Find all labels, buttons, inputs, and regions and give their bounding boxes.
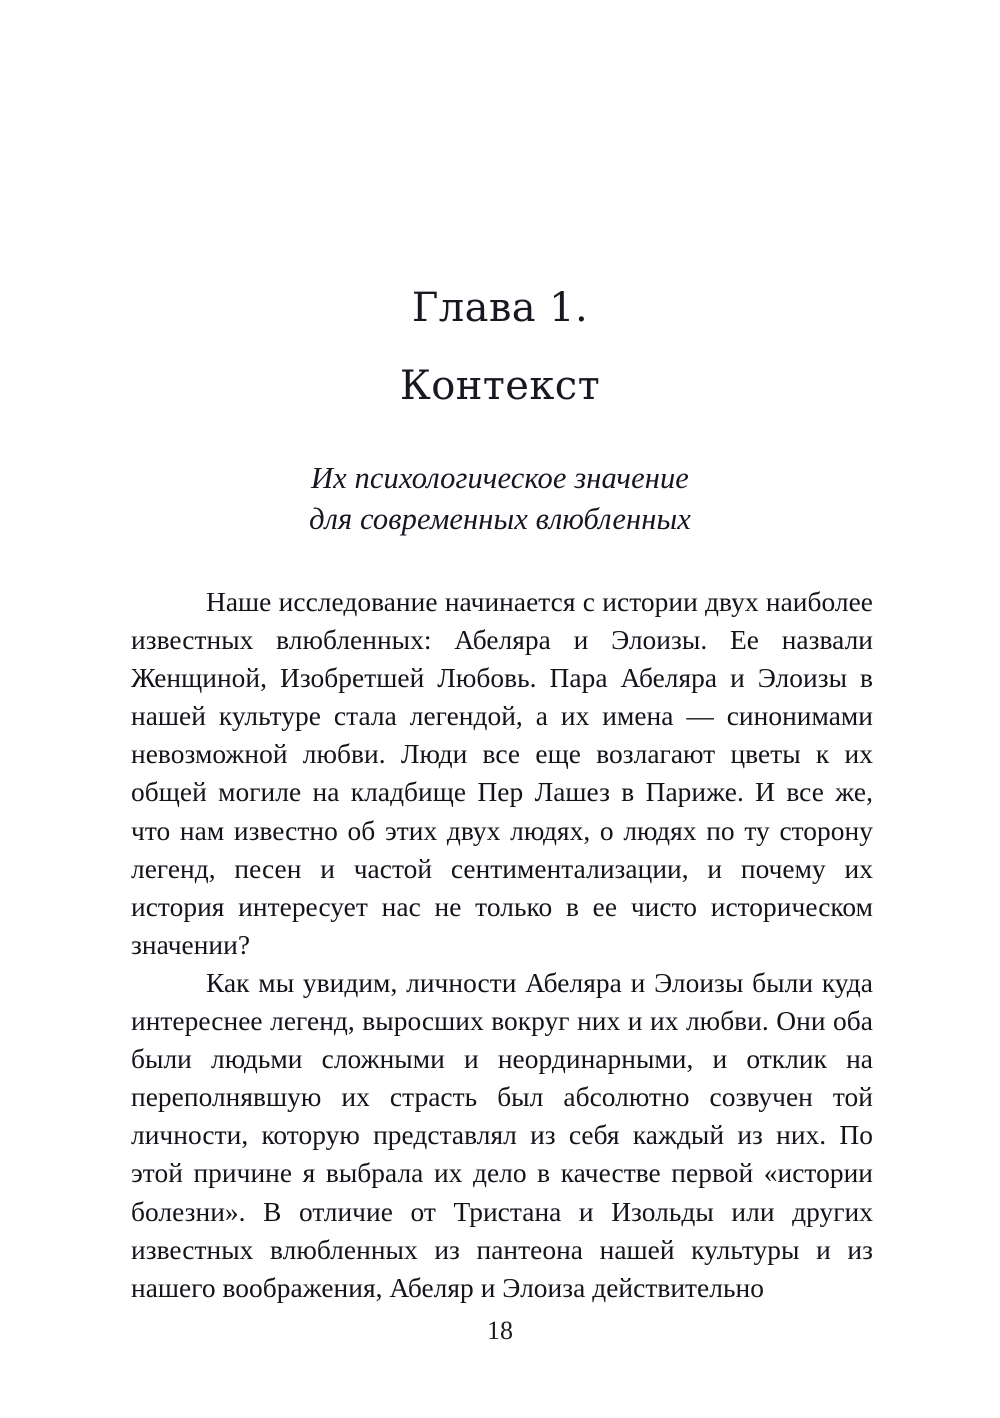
paragraph: Наше исследование начинается с истории двух наиболее известных влюбленных: Абеляра и Элоизы. Ее назвали Женщиной, Изобретшей Любовь. Пара Абеляра и Элоизы в нашей культуре стала легендой, а их имена — синонимами невозможной любви. Люди все еще возлагают цветы к их общей могиле на кладбище Пер Лашез в Париже. И все же, что нам известно об этих двух людях, о людях по ту сторону легенд, песен и частой сентиментализации, и почему их история интересует нас не только в ее чисто историческом значении? [131, 587, 873, 960]
body-text-column [131, 583, 873, 1307]
paragraph: Как мы увидим, личности Абеляра и Элоизы были куда интереснее легенд, выросших вокруг них и их любви. Они оба были людьми сложными и неординарными, и отклик на переполнявшую их страсть был абсолютно созвучен той личности, которую представлял из себя каждый из них. По этой причине я выбрала их дело в качестве первой «истории болезни». В отличие от Тристана и Изольды или других известных влюбленных из пантеона нашей культуры и из нашего воображения, Абеляр и Элоиза действительно [131, 967, 873, 1303]
chapter-title: Контекст [399, 363, 601, 409]
chapter-heading-block [0, 282, 1000, 412]
chapter-subtitle [0, 458, 1000, 540]
chapter-subtitle-line-2: для современных влюбленных [309, 502, 691, 536]
chapter-label: Глава 1. [411, 285, 589, 331]
chapter-subtitle-line-1: Их психологическое значение [311, 461, 689, 495]
page-number: 18 [487, 1316, 513, 1345]
